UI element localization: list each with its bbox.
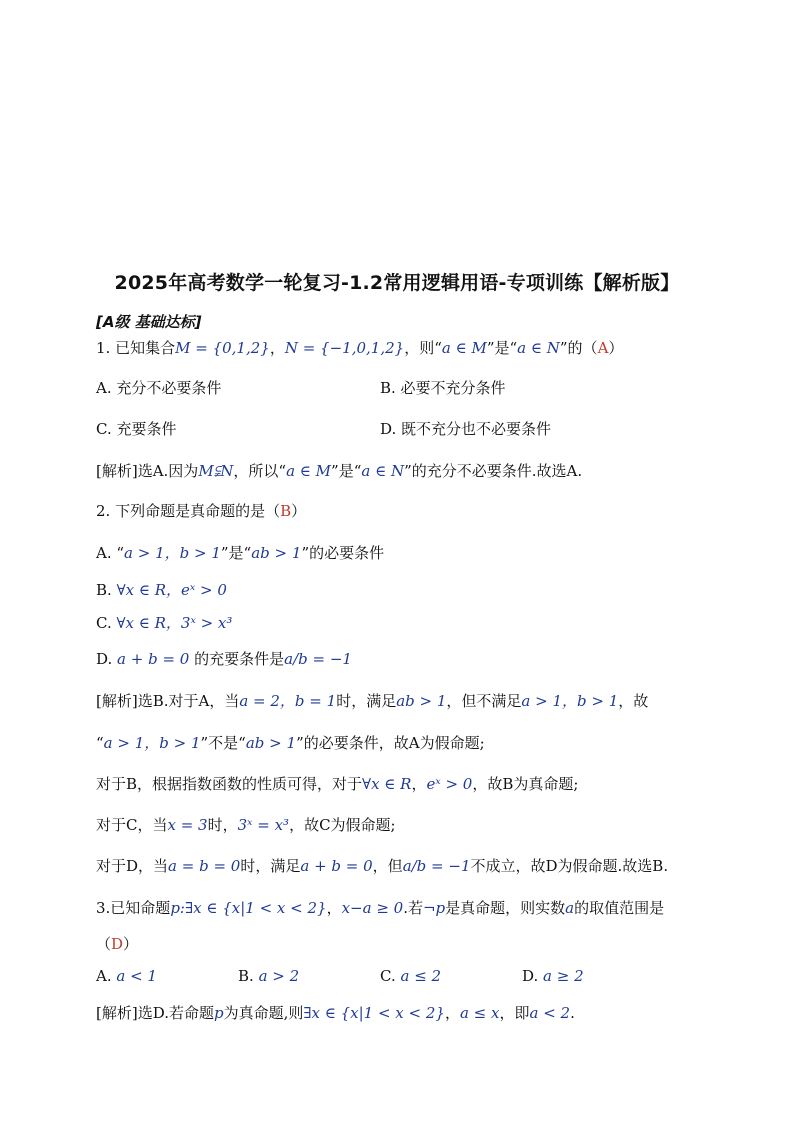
q1-option-d: D. 既不充分也不必要条件 [380,420,552,438]
q2-solution-line-5: 对于D，当a = b = 0时，满足a + b = 0，但a/b = −1不成立，故D为假命题.故选B. [96,857,669,875]
q1-option-c: C. 充要条件 [96,420,177,438]
q2-solution-line-1: [解析]选B.对于A，当a = 2，b = 1时，满足ab > 1，但不满足a > 1，b > 1，故 [96,692,649,710]
q2-option-c: C. ∀x ∈ R，3ˣ > x³ [96,614,233,632]
q3-solution: [解析]选D.若命题p为真命题,则∃x ∈ {x|1 < x < 2}，a ≤ x，即a < 2. [96,1004,575,1022]
q2-answer: B [280,502,292,520]
q1-answer: A [597,339,609,357]
q3-stem: 3.已知命题p:∃x ∈ {x|1 < x < 2}，x−a ≥ 0.若¬p是真命题，则实数a的取值范围是 [96,899,665,917]
q2-solution-line-4: 对于C，当x = 3时，3ˣ = x³，故C为假命题; [96,816,396,834]
q2-option-d: D. a + b = 0 的充要条件是a/b = −1 [96,650,352,668]
q3-option-a: A. a < 1 [96,967,157,985]
q1-option-a: A. 充分不必要条件 [96,379,222,397]
q3-option-c: C. a ≤ 2 [380,967,442,985]
q2-option-a: A. “a > 1，b > 1”是“ab > 1”的必要条件 [96,544,385,562]
q1-stem: 1. 已知集合M = {0,1,2}，N = {−1,0,1,2}，则“a ∈ M”是“a ∈ N”的（A） [96,339,624,357]
section-heading: [A级 基础达标] [96,313,202,331]
q3-option-b: B. a > 2 [238,967,300,985]
q2-option-b: B. ∀x ∈ R，eˣ > 0 [96,581,227,599]
q2-solution-line-2: “a > 1，b > 1”不是“ab > 1”的必要条件，故A为假命题; [96,734,485,752]
q3-answer: D [111,935,124,953]
q2-solution-line-3: 对于B，根据指数函数的性质可得，对于∀x ∈ R，eˣ > 0，故B为真命题; [96,775,579,793]
page-title: 2025年高考数学一轮复习-1.2常用逻辑用语-专项训练【解析版】 [114,272,680,294]
q3-answer-line: （D） [96,935,139,953]
q2-stem: 2. 下列命题是真命题的是（B） [96,502,307,520]
q3-option-d: D. a ≥ 2 [522,967,584,985]
q1-option-b: B. 必要不充分条件 [380,379,506,397]
q1-solution: [解析]选A.因为M⫋N，所以“a ∈ M”是“a ∈ N”的充分不必要条件.故选A. [96,462,583,480]
